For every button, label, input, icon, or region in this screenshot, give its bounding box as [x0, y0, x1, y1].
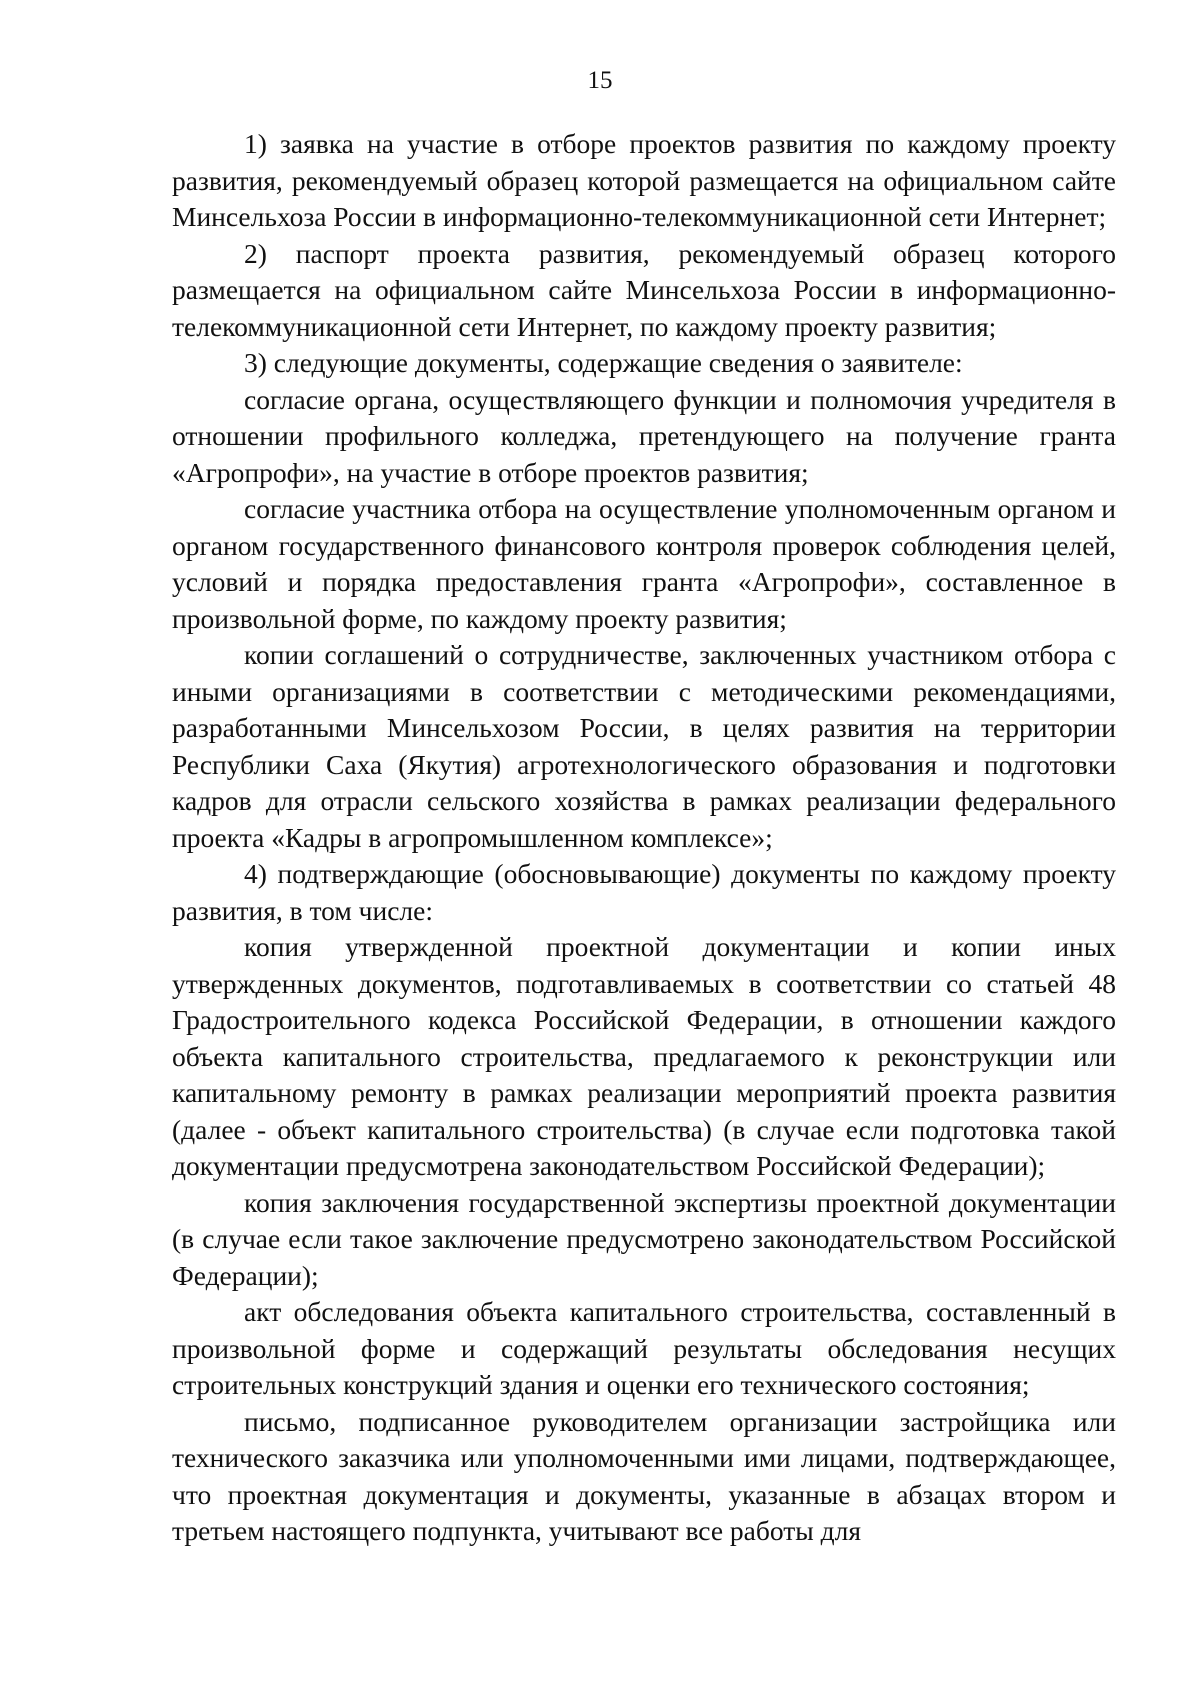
paragraph-item-1-application: 1) заявка на участие в отборе проектов развития по каждому проекту развития, рекомендуемый образец которой размещается на официальном сайте Минсельхоза России в информационно-телекоммуникационной сети Интернет; — [172, 128, 1116, 232]
paragraph-developer-letter: письмо, подписанное руководителем организации застройщика или технического заказчика или уполномоченными ими лицами, подтверждающее, что проектная документация и документы, указанные в абзацах втором и третьем настоящего подпункта, учитывают все работы для — [172, 1405, 1116, 1546]
paragraph-item-3-applicant-documents: 3) следующие документы, содержащие сведения о заявителе: — [244, 347, 963, 378]
paragraph-founder-consent: согласие органа, осуществляющего функции и полномочия учредителя в отношении профильного колледжа, претендующего на получение гранта «Агропрофи», на участие в отборе проектов развития; — [172, 383, 1116, 488]
paragraph-item-2-passport: 2) паспорт проекта развития, рекомендуемый образец которого размещается на официальном сайте Минсельхоза России в информационно-телекоммуникационной сети Интернет, по каждому проекту развития; — [172, 237, 1116, 342]
page-number: 15 — [587, 67, 613, 94]
paragraph-inspection-act: акт обследования объекта капитального строительства, составленный в произвольной форме и содержащий результаты обследования несущих строительных конструкций здания и оценки его технического состояния; — [172, 1296, 1116, 1400]
paragraph-cooperation-agreements: копии соглашений о сотрудничестве, заключенных участником отбора с иными организациями в соответствии с методическими рекомендациями, разработанными Минсельхозом России, в целях развития на территории Республики Саха (Якутия) агротехнологического образования и подготовки кадров для отрасли сельского хозяйства в рамках реализации федерального проекта «Кадры в агропромышленном комплексе»; — [172, 639, 1116, 853]
paragraph-state-expertise: копия заключения государственной экспертизы проектной документации (в случае если такое заключение предусмотрено законодательством Российской Федерации); — [172, 1186, 1116, 1291]
paragraph-item-4-supporting-documents: 4) подтверждающие (обосновывающие) документы по каждому проекту развития, в том числе: — [172, 858, 1116, 926]
paragraph-project-documentation: копия утвержденной проектной документации и копии иных утвержденных документов, подготавливаемых в соответствии со статьей 48 Градостроительного кодекса Российской Федерации, в отношении каждого объекта капитального строительства, предлагаемого к реконструкции или капитальному ремонту в рамках реализации мероприятий проекта развития (далее - объект капитального строительства) (в случае если подготовка такой документации предусмотрена законодательством Российской Федерации); — [172, 931, 1116, 1181]
document-body — [172, 126, 1116, 1550]
paragraph-participant-consent: согласие участника отбора на осуществление уполномоченным органом и органом государственного финансового контроля проверок соблюдения целей, условий и порядка предоставления гранта «Агропрофи», составленное в произвольной форме, по каждому проекту развития; — [172, 493, 1116, 634]
